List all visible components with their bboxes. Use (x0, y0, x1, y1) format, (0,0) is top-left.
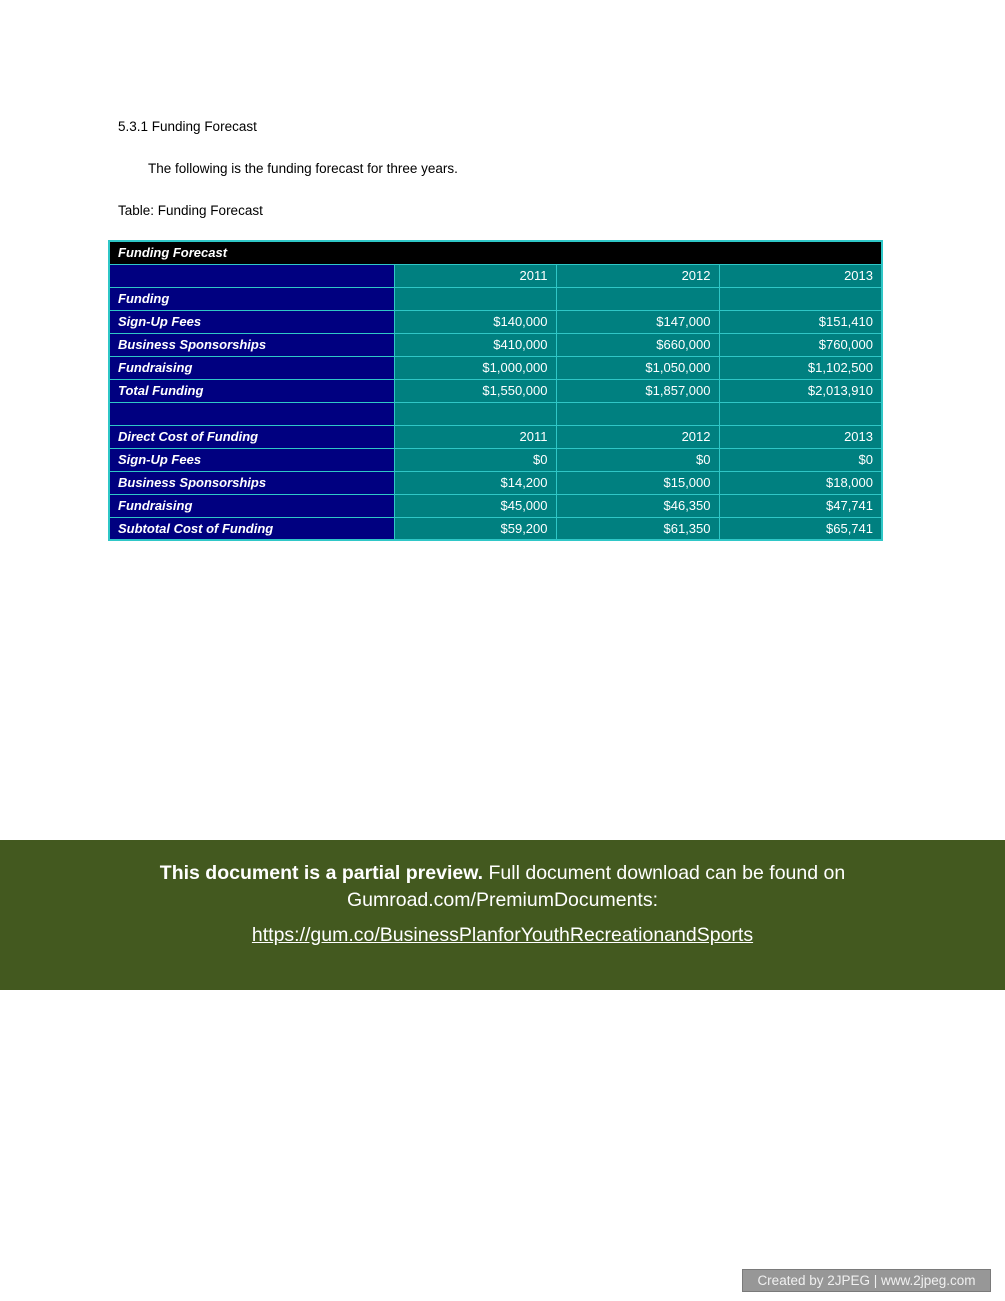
table-row (109, 494, 882, 517)
row-value: $45,000 (394, 494, 556, 517)
row-value: $147,000 (556, 310, 719, 333)
row-label: Direct Cost of Funding (109, 425, 394, 448)
row-value: $0 (556, 448, 719, 471)
table-row (109, 517, 882, 540)
banner-bold-text: This document is a partial preview. (159, 862, 484, 884)
table-row (109, 425, 882, 448)
row-value: $410,000 (394, 333, 556, 356)
row-value: 2012 (556, 264, 719, 287)
table-row (109, 379, 882, 402)
row-value: $140,000 (394, 310, 556, 333)
row-label: Subtotal Cost of Funding (109, 517, 394, 540)
intro-paragraph: The following is the funding forecast for three years. (148, 161, 458, 176)
table-title-row (109, 241, 882, 264)
section-heading: 5.3.1 Funding Forecast (118, 119, 257, 134)
banner-text (80, 860, 925, 914)
row-value: $2,013,910 (719, 379, 882, 402)
banner-link-line (0, 924, 1005, 947)
row-value (719, 402, 882, 425)
row-value (394, 287, 556, 310)
row-label: Funding (109, 287, 394, 310)
table-title: Funding Forecast (109, 241, 882, 264)
row-value: $65,741 (719, 517, 882, 540)
row-value: $660,000 (556, 333, 719, 356)
table-row (109, 310, 882, 333)
row-value: $760,000 (719, 333, 882, 356)
table-body (109, 241, 882, 540)
row-value: 2012 (556, 425, 719, 448)
row-value: $59,200 (394, 517, 556, 540)
row-value: $1,050,000 (556, 356, 719, 379)
table-row (109, 356, 882, 379)
table-caption: Table: Funding Forecast (118, 203, 263, 218)
row-value: $1,550,000 (394, 379, 556, 402)
table-row (109, 471, 882, 494)
row-value (556, 287, 719, 310)
row-value: $0 (719, 448, 882, 471)
row-value: 2013 (719, 425, 882, 448)
row-label: Sign-Up Fees (109, 310, 394, 333)
row-label: Fundraising (109, 356, 394, 379)
row-label: Total Funding (109, 379, 394, 402)
table-row (109, 264, 882, 287)
row-label: Fundraising (109, 494, 394, 517)
table-row (109, 333, 882, 356)
row-value: 2013 (719, 264, 882, 287)
table-row (109, 402, 882, 425)
banner-regular-text: Full document download can be found on Gumroad.com/PremiumDocuments: (346, 862, 846, 911)
gumroad-link[interactable]: https://gum.co/BusinessPlanforYouthRecreationandSports (251, 924, 754, 946)
row-value: $46,350 (556, 494, 719, 517)
table-row (109, 448, 882, 471)
row-value (719, 287, 882, 310)
table-row (109, 287, 882, 310)
row-value: $1,000,000 (394, 356, 556, 379)
row-value (394, 402, 556, 425)
watermark-badge: Created by 2JPEG | www.2jpeg.com (742, 1269, 991, 1292)
row-value: $151,410 (719, 310, 882, 333)
row-value: $47,741 (719, 494, 882, 517)
row-value: 2011 (394, 264, 556, 287)
row-value: $18,000 (719, 471, 882, 494)
row-label: Business Sponsorships (109, 333, 394, 356)
preview-banner (0, 840, 1005, 990)
row-label (109, 402, 394, 425)
row-value (556, 402, 719, 425)
row-value: 2011 (394, 425, 556, 448)
row-label: Sign-Up Fees (109, 448, 394, 471)
row-label (109, 264, 394, 287)
row-value: $15,000 (556, 471, 719, 494)
row-value: $0 (394, 448, 556, 471)
row-label: Business Sponsorships (109, 471, 394, 494)
funding-forecast-table (108, 240, 883, 541)
row-value: $61,350 (556, 517, 719, 540)
row-value: $1,857,000 (556, 379, 719, 402)
row-value: $1,102,500 (719, 356, 882, 379)
row-value: $14,200 (394, 471, 556, 494)
